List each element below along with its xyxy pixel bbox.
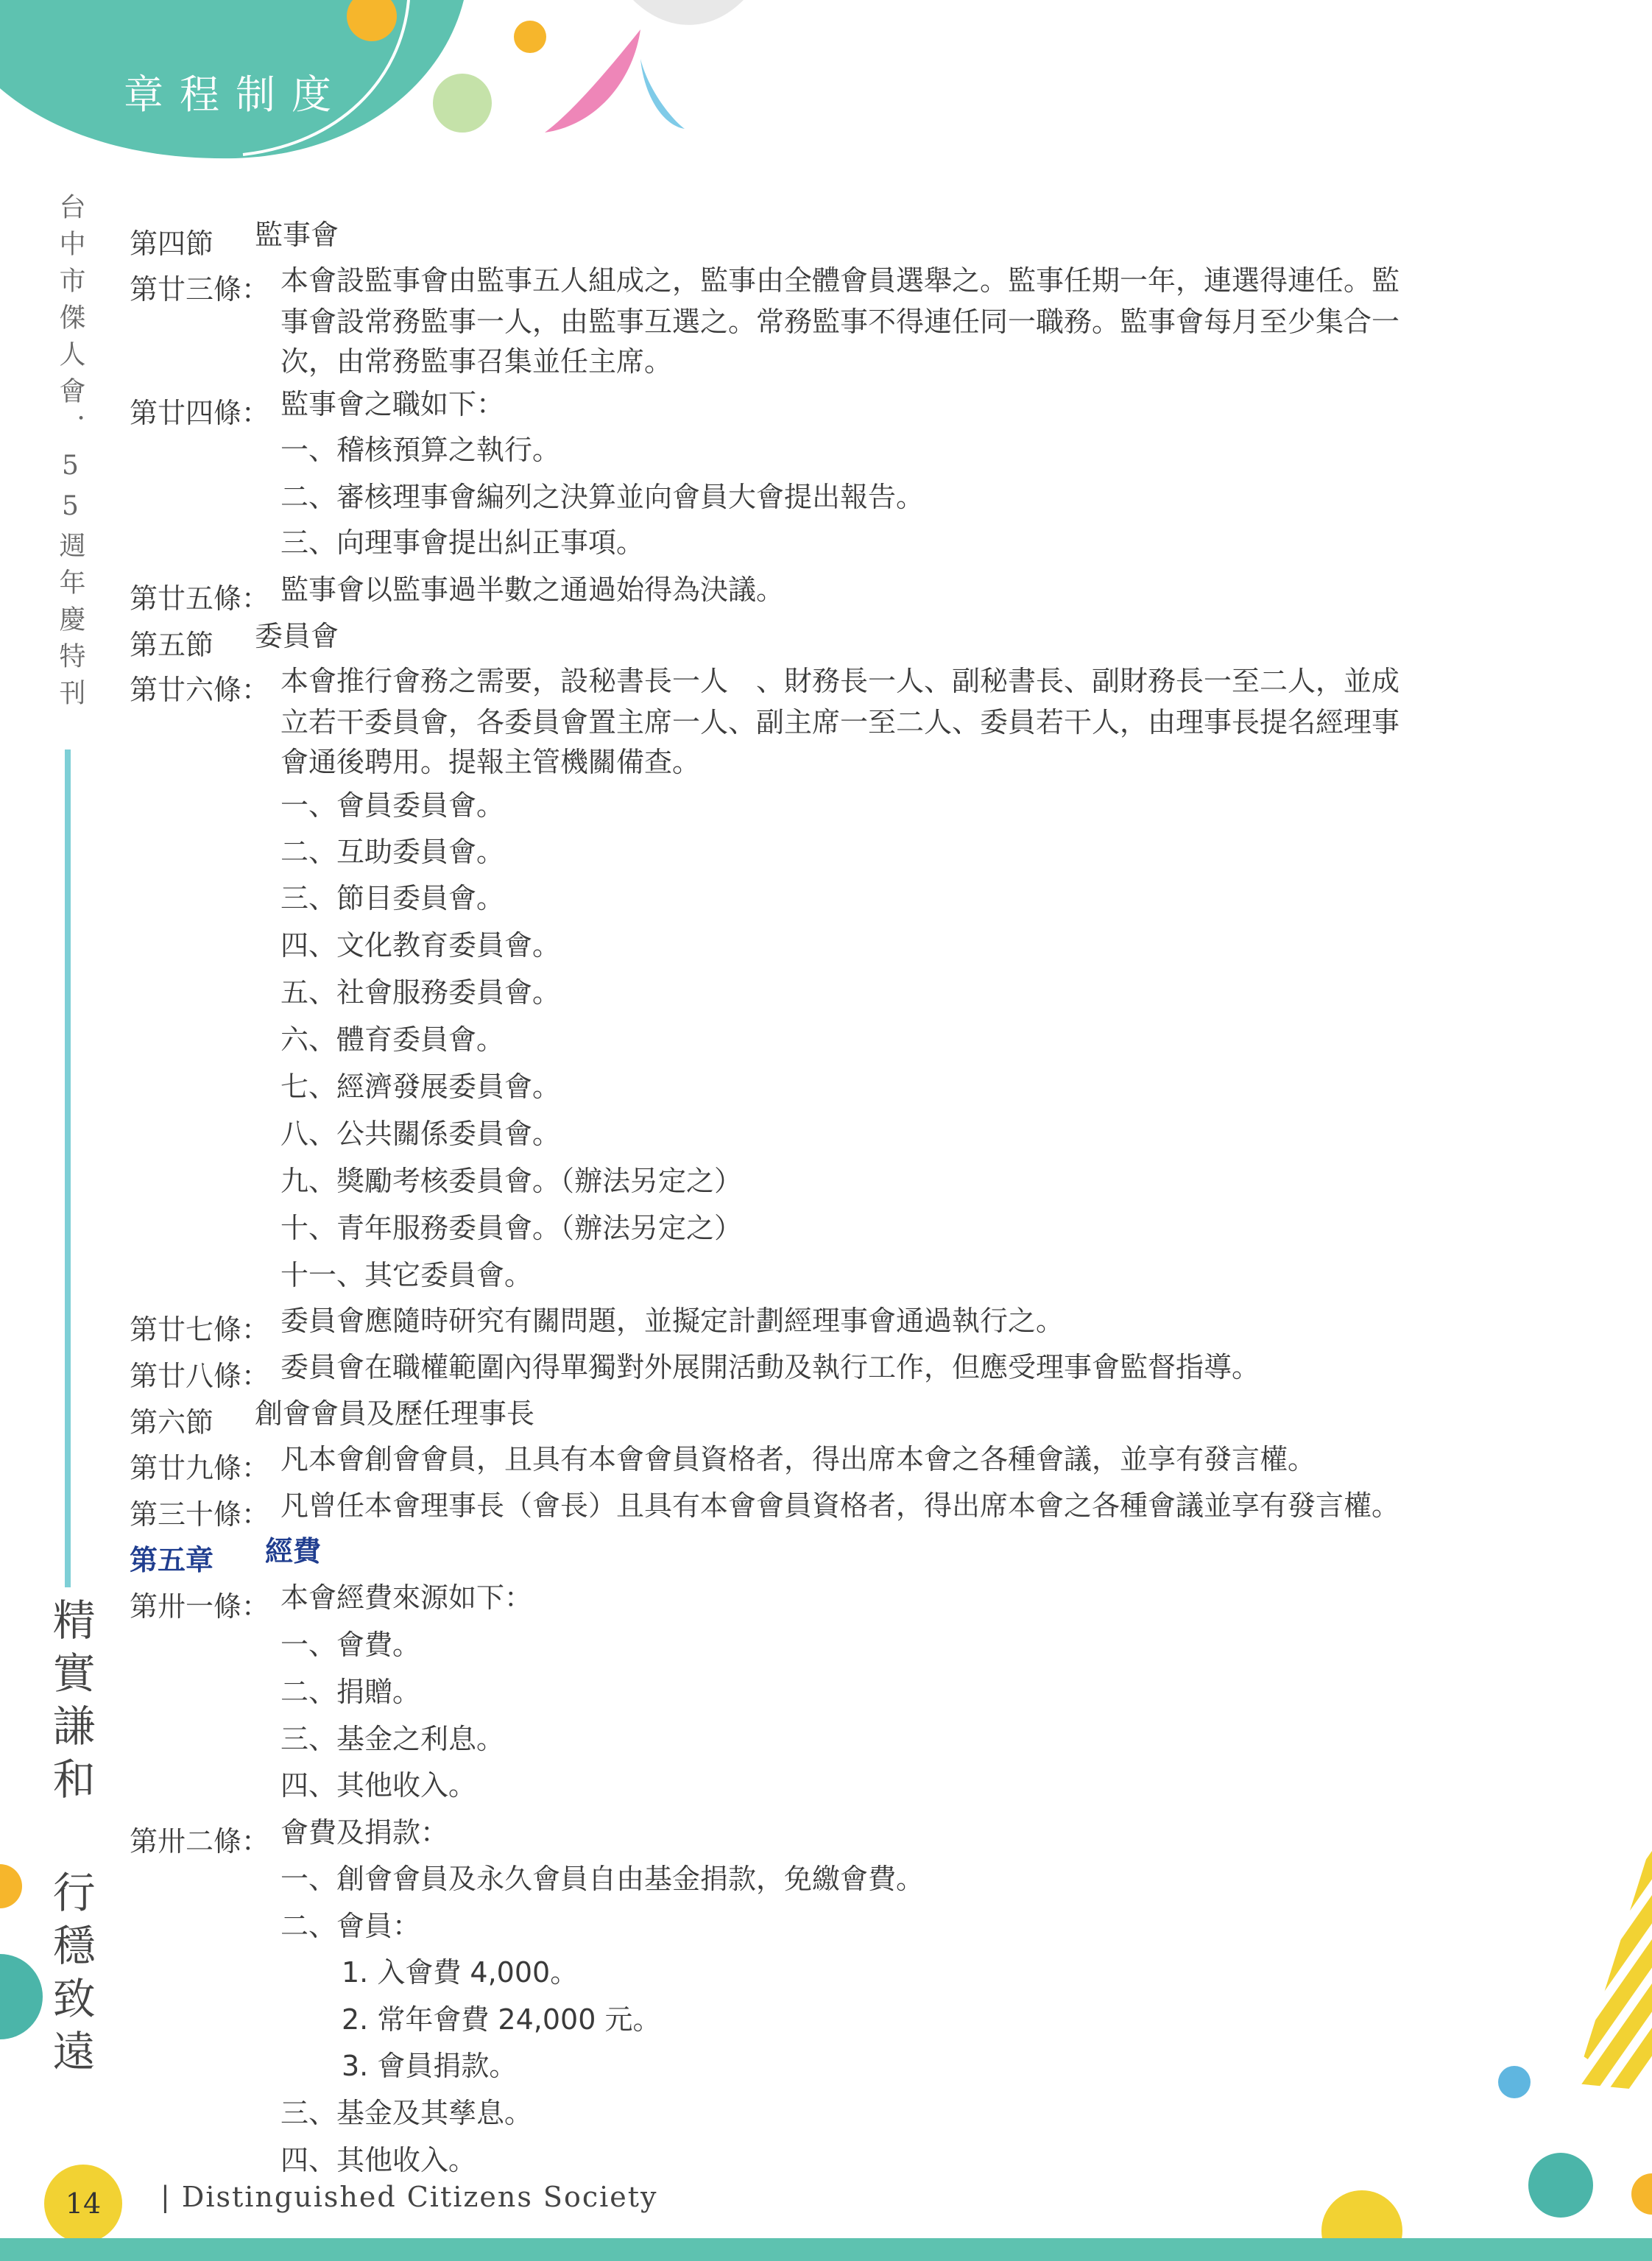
clause-text: 三、基金之利息。 bbox=[280, 1723, 505, 1755]
clause-text: 創會會員及歷任理事長 bbox=[255, 1397, 535, 1430]
side-publication-title: 台中市傑人會．55週年慶特刊 bbox=[55, 193, 85, 716]
clause-text: 一、會員委員會。 bbox=[280, 789, 505, 822]
chapter-title: 經費 bbox=[265, 1535, 322, 1567]
clause-text: 四、文化教育委員會。 bbox=[280, 929, 561, 962]
clause-label: 第廿八條： bbox=[130, 1360, 270, 1392]
clause-text: 委員會在職權範圍內得單獨對外展開活動及執行工作，但應受理事會監督指導。 bbox=[280, 1351, 1260, 1383]
clause-text: 二、會員： bbox=[280, 1910, 421, 1942]
clause-label: 第五節 bbox=[130, 629, 214, 661]
page-number bbox=[44, 2165, 122, 2243]
clause-text: 三、節目委員會。 bbox=[280, 882, 505, 914]
clause-text: 十一、其它委員會。 bbox=[280, 1259, 533, 1291]
clause-text: 二、互助委員會。 bbox=[280, 836, 505, 868]
clause-text: 五、社會服務委員會。 bbox=[280, 976, 561, 1009]
clause-text: 六、體育委員會。 bbox=[280, 1023, 505, 1056]
clause-label: 第廿九條： bbox=[130, 1452, 270, 1484]
clause-text: 3. 會員捐款。 bbox=[342, 2050, 518, 2082]
clause-text: 本會經費來源如下： bbox=[280, 1581, 533, 1614]
clause-text: 會通後聘用。提報主管機關備查。 bbox=[280, 746, 701, 778]
clause-text: 委員會 bbox=[255, 620, 339, 652]
clause-text: 一、創會會員及永久會員自由基金捐款，免繳會費。 bbox=[280, 1863, 925, 1895]
clause-text: 監事會之職如下： bbox=[280, 388, 505, 420]
clause-label: 第卅一條： bbox=[130, 1590, 270, 1623]
footer-caption: | Distinguished Citizens Society bbox=[160, 2181, 658, 2213]
clause-text: 七、經濟發展委員會。 bbox=[280, 1070, 561, 1103]
clause-label: 第六節 bbox=[130, 1406, 214, 1439]
clause-text: 次，由常務監事召集並任主席。 bbox=[280, 345, 673, 378]
clause-text: 一、稽核預算之執行。 bbox=[280, 434, 561, 466]
section-header-title: 章程制度 bbox=[124, 71, 347, 118]
clause-label: 第三十條： bbox=[130, 1498, 270, 1531]
clause-text: 八、公共關係委員會。 bbox=[280, 1118, 561, 1150]
clause-text: 本會設監事會由監事五人組成之，監事由全體會員選舉之。監事任期一年，連選得連任。監 bbox=[280, 264, 1400, 297]
clause-label: 第卅二條： bbox=[130, 1825, 270, 1858]
clause-text: 2. 常年會費 24,000 元。 bbox=[342, 2003, 661, 2036]
clause-text: 三、基金及其孳息。 bbox=[280, 2097, 533, 2129]
clause-text: 九、獎勵考核委員會。（辦法另定之） bbox=[280, 1165, 743, 1197]
clause-text: 監事會以監事過半數之通過始得為決議。 bbox=[280, 574, 785, 606]
clause-text: 立若干委員會，各委員會置主席一人、副主席一至二人、委員若干人，由理事長提名經理事 bbox=[280, 706, 1400, 738]
clause-label: 第廿五條： bbox=[130, 582, 270, 615]
page-number-text: 14 bbox=[65, 2187, 102, 2220]
clause-text: 四、其他收入。 bbox=[280, 2144, 477, 2176]
clause-text: 一、會費。 bbox=[280, 1629, 421, 1661]
clause-text: 本會推行會務之需要，設秘書長一人 、財務長一人、副秘書長、副財務長一至二人，並成 bbox=[280, 665, 1400, 697]
clause-text: 會費及捐款： bbox=[280, 1816, 449, 1849]
clause-label: 第廿三條： bbox=[130, 273, 270, 306]
clause-text: 三、向理事會提出糾正事項。 bbox=[280, 526, 645, 559]
header-decoration bbox=[0, 0, 810, 169]
bottom-bar bbox=[0, 2238, 1652, 2261]
clause-text: 十、青年服務委員會。（辦法另定之） bbox=[280, 1212, 743, 1244]
clause-text: 委員會應隨時研究有關問題，並擬定計劃經理事會通過執行之。 bbox=[280, 1305, 1065, 1337]
stripes-decoration bbox=[1575, 1841, 1652, 2091]
clause-text: 四、其他收入。 bbox=[280, 1769, 477, 1802]
clause-label: 第廿六條： bbox=[130, 674, 270, 706]
clause-label: 第廿四條： bbox=[130, 397, 270, 429]
left-edge-decoration bbox=[0, 1841, 52, 2084]
clause-text: 1. 入會費 4,000。 bbox=[342, 1956, 579, 1989]
chapter-label: 第五章 bbox=[130, 1544, 214, 1576]
clause-text: 二、審核理事會編列之決算並向會員大會提出報告。 bbox=[280, 481, 925, 513]
clause-text: 監事會 bbox=[255, 219, 339, 251]
clause-text: 二、捐贈。 bbox=[280, 1676, 421, 1708]
side-divider-bar bbox=[65, 749, 71, 1587]
clause-text: 凡本會創會會員，且具有本會會員資格者，得出席本會之各種會議，並享有發言權。 bbox=[280, 1443, 1316, 1475]
clause-label: 第廿七條： bbox=[130, 1313, 270, 1346]
clause-label: 第四節 bbox=[130, 227, 214, 260]
clause-text: 事會設常務監事一人，由監事互選之。常務監事不得連任同一職務。監事會每月至少集合一 bbox=[280, 306, 1400, 338]
side-motto: 精實謙和 行穩致遠 bbox=[45, 1598, 96, 2082]
clause-text: 凡曾任本會理事長（會長）且具有本會會員資格者，得出席本會之各種會議並享有發言權。 bbox=[280, 1489, 1400, 1522]
bottom-right-dots-decoration bbox=[1310, 2054, 1652, 2238]
